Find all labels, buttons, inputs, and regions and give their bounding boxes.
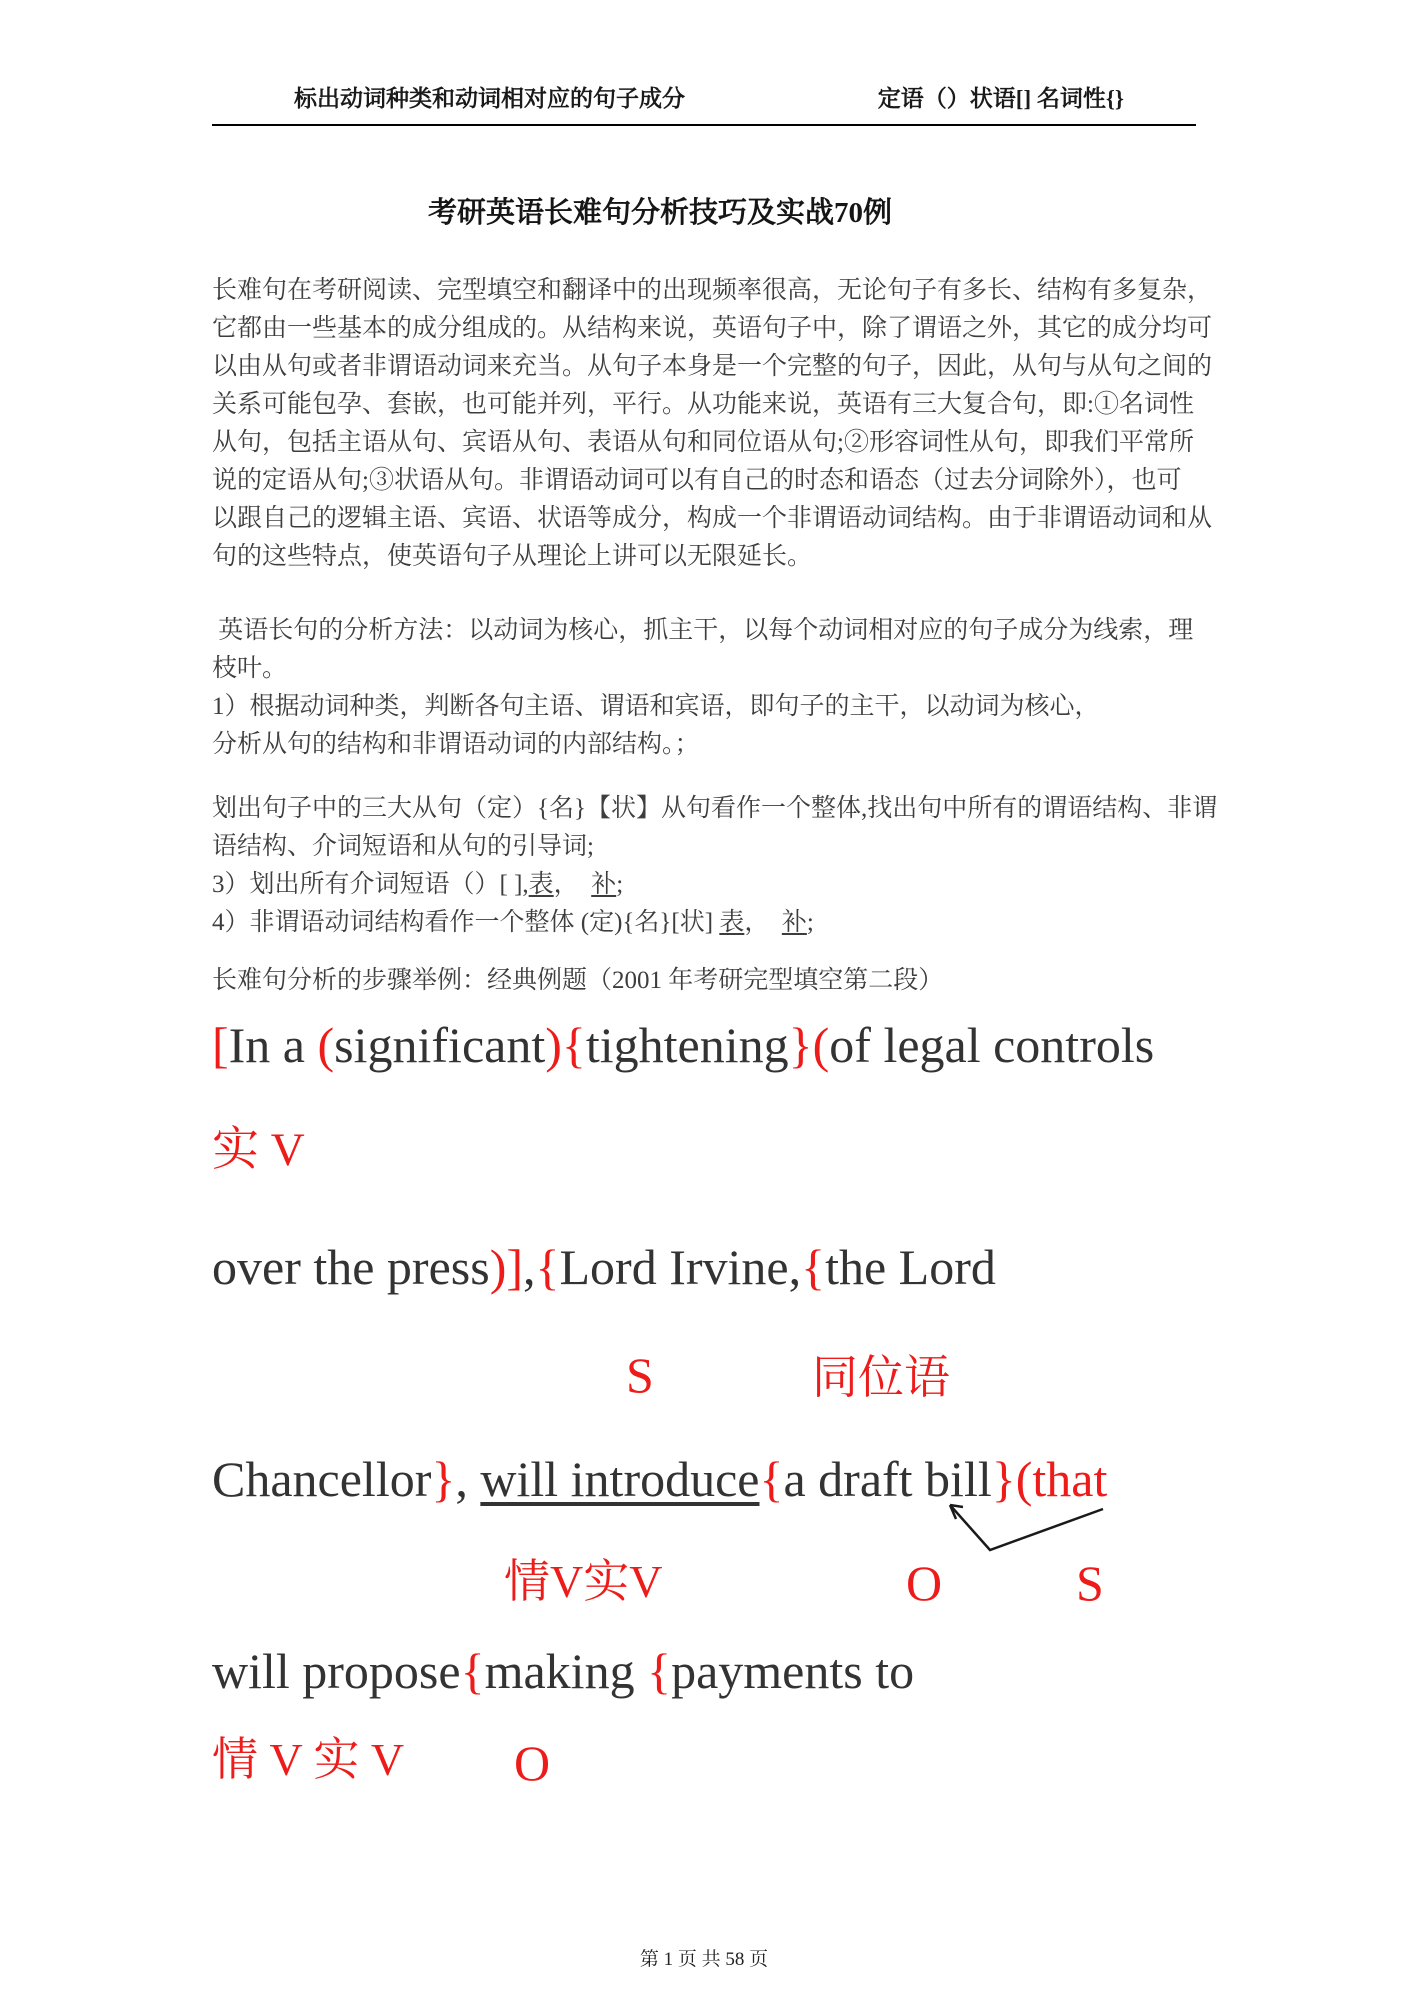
method-line: 枝叶。	[212, 655, 288, 682]
text-segment: {	[647, 1643, 672, 1699]
text-segment: ;	[616, 871, 624, 898]
intro-line: 关系可能包孕、套嵌，也可能并列，平行。从功能来说，英语有三大复合句，即:①名词性	[212, 391, 1194, 418]
annotation-shi-v: 实 V	[212, 1124, 305, 1176]
text-segment: {	[535, 1239, 560, 1295]
intro-line: 以由从句或者非谓语动词来充当。从句子本身是一个完整的句子，因此，从句与从句之间的	[212, 353, 1213, 380]
header-right-legend: 定语（）状语[] 名词性{}	[877, 86, 1124, 111]
text-segment: {	[801, 1239, 826, 1295]
annotation-qing-v-shi-v: 情V实V	[504, 1556, 663, 1607]
text-segment: {	[561, 1017, 586, 1073]
page-header	[212, 80, 1196, 126]
steps-line	[212, 866, 1222, 904]
text-segment: Chancellor	[212, 1451, 432, 1507]
text-segment: a draft bill	[783, 1451, 992, 1507]
text-segment: In a	[228, 1017, 318, 1073]
text-segment: the Lord	[825, 1239, 996, 1295]
sentence-line-1	[212, 1016, 1154, 1074]
text-segment: 4）非谓语动词结构看作一个整体 (定){名}[状]	[212, 909, 720, 936]
text-segment: [	[212, 1017, 229, 1073]
page-title: 考研英语长难句分析技巧及实战70例	[427, 197, 892, 229]
text-segment: 补	[591, 871, 617, 898]
text-segment: tightening	[585, 1017, 789, 1073]
intro-line: 它都由一些基本的成分组成的。从结构来说，英语句子中，除了谓语之外，其它的成分均可	[212, 315, 1213, 342]
intro-line: 从句，包括主语从句、宾语从句、表语从句和同位语从句;②形容词性从句，即我们平常所	[212, 429, 1194, 456]
text-segment: will propose	[212, 1643, 461, 1699]
text-segment: ;	[806, 909, 814, 936]
text-segment: {	[460, 1643, 485, 1699]
steps-line: 划出句子中的三大从句（定）{名}【状】从句看作一个整体,找出句中所有的谓语结构、非谓	[212, 795, 1218, 822]
annotation-subject-s2: S	[1076, 1555, 1104, 1611]
intro-line: 以跟自己的逻辑主语、宾语、状语等成分，构成一个非谓语动词结构。由于非谓语动词和从	[212, 505, 1213, 532]
text-segment: 3）划出所有介词短语（）[ ],	[212, 871, 529, 898]
annotation-object-o2: O	[514, 1735, 551, 1791]
annotation-apposition: 同位语	[812, 1352, 950, 1403]
intro-line: 长难句在考研阅读、完型填空和翻译中的出现频率很高，无论句子有多长、结构有多复杂，	[212, 277, 1213, 304]
text-segment: (	[317, 1017, 335, 1073]
sentence-line-4	[212, 1642, 914, 1700]
annotation-subject-s: S	[626, 1347, 654, 1403]
text-segment: }	[991, 1451, 1016, 1507]
steps-paragraph	[212, 790, 1222, 942]
text-segment: {	[759, 1451, 784, 1507]
sentence-line-2	[212, 1238, 996, 1296]
intro-paragraph	[212, 272, 1222, 576]
steps-line	[212, 904, 1222, 942]
text-segment: Lord Irvine,	[559, 1239, 802, 1295]
header-left-text: 标出动词种类和动词相对应的句子成分	[294, 86, 685, 111]
method-line: 分析从句的结构和非谓语动词的内部结构。；	[212, 731, 700, 758]
intro-line: 句的这些特点，使英语句子从理论上讲可以无限延长。	[212, 543, 813, 570]
text-segment: )]	[489, 1239, 523, 1295]
text-segment: 表	[528, 871, 554, 898]
annotation-qing-v-shi-v-2: 情 V 实 V	[212, 1734, 405, 1785]
method-paragraph	[212, 612, 1222, 764]
text-segment: ,	[455, 1451, 481, 1507]
intro-line: 说的定语从句;③状语从句。非谓语动词可以有自己的时态和语态（过去分词除外），也可	[212, 467, 1182, 494]
text-segment: (	[812, 1017, 830, 1073]
text-segment: payments to	[671, 1643, 915, 1699]
text-segment: will introduce	[480, 1451, 760, 1507]
annotation-arrow-icon	[930, 1492, 1120, 1562]
page-number-footer: 第 1 页 共 58 页	[639, 1949, 769, 1970]
method-line: 1）根据动词种类，判断各句主语、谓语和宾语，即句子的主干，以动词为核心，	[212, 693, 1100, 720]
text-segment: over the press	[212, 1239, 490, 1295]
method-line: 英语长句的分析方法：以动词为核心，抓主干，以每个动词相对应的句子成分为线索，理	[212, 617, 1194, 644]
text-segment: ，	[744, 909, 782, 936]
example-heading: 长难句分析的步骤举例：经典例题（2001 年考研完型填空第二段）	[212, 967, 944, 994]
text-segment: 表	[719, 909, 745, 936]
annotation-object-o: O	[906, 1555, 943, 1611]
text-segment: (that	[1015, 1451, 1108, 1507]
text-segment: making	[484, 1643, 648, 1699]
text-segment: 补	[781, 909, 807, 936]
text-segment: of legal controls	[829, 1017, 1155, 1073]
text-segment: )	[545, 1017, 562, 1073]
text-segment: ，	[553, 871, 592, 898]
text-segment: ,	[523, 1239, 536, 1295]
text-segment: }	[431, 1451, 456, 1507]
text-segment: }	[788, 1017, 813, 1073]
text-segment: significant	[334, 1017, 546, 1073]
steps-line: 语结构、介词短语和从句的引导词;	[212, 833, 594, 860]
